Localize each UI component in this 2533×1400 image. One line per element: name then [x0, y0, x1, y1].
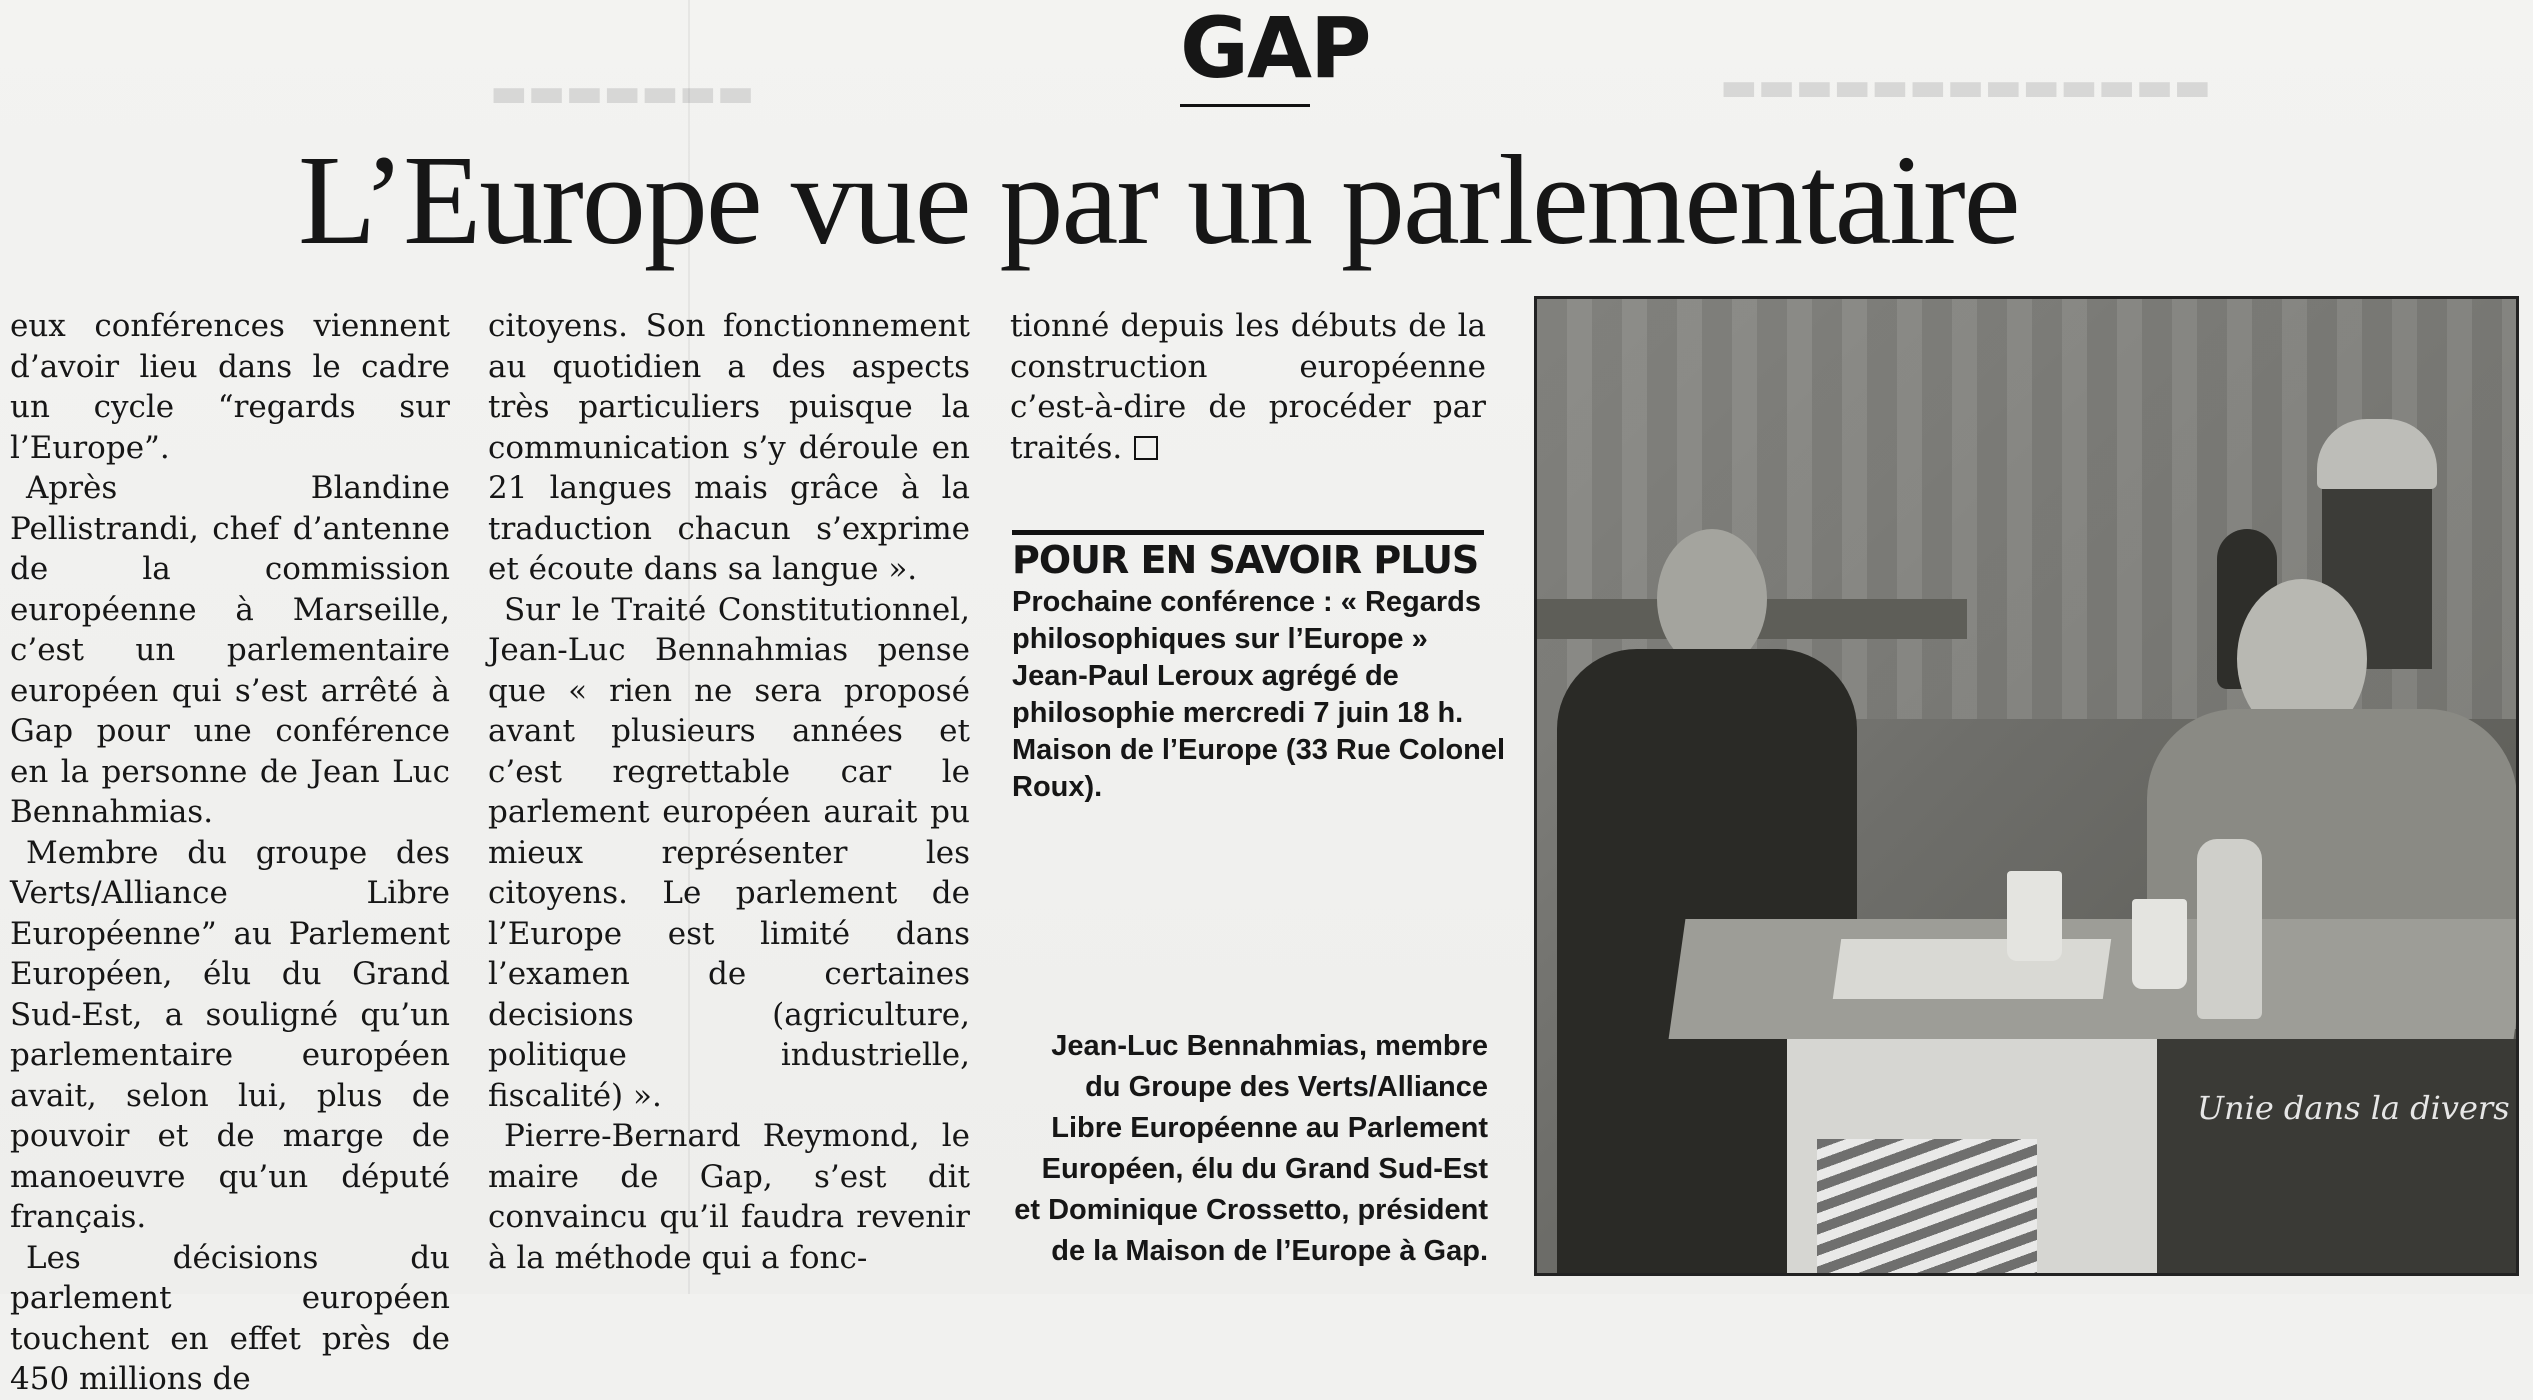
photo-cup — [2132, 899, 2187, 989]
photo-cup — [2007, 871, 2062, 961]
column-2-paragraph: Sur le Traité Constitutionnel, Jean-Luc Bennahmias pense que « rien ne sera proposé avant plusieurs années et c’est regrettable car le parlement européen aurait pu mieux représenter les citoyens. Le parlement de l’Europe est limité dans l’examen de certaines decisions (agriculture, politique industrielle, fiscalité) ». — [488, 591, 970, 1114]
photo-flags — [1817, 1139, 2037, 1276]
info-box-line: Prochaine conférence : « Regards — [1012, 586, 1481, 618]
caption-line: Libre Européenne au Parlement — [1051, 1112, 1488, 1144]
info-box-line: Maison de l’Europe (33 Rue Colonel — [1012, 734, 1506, 766]
photo-eu-banner — [2157, 1039, 2519, 1276]
bleed-through-heading-left: ▬▬▬▬▬▬▬ — [490, 70, 755, 116]
article-column-3 — [1010, 306, 1486, 468]
column-3-paragraph — [1010, 306, 1486, 468]
section-underline — [1180, 104, 1310, 107]
info-box-body — [1012, 584, 1506, 806]
column-2-paragraph: citoyens. Son fonctionnement au quotidien a des aspects très particuliers puisque la communication s’y déroule en 21 langues mais grâce à la traduction chacun s’exprime et écoute dans sa langue ». — [488, 308, 970, 587]
info-box-line: philosophiques sur l’Europe » — [1012, 623, 1428, 655]
article-column-2 — [488, 306, 970, 1278]
info-box-line: Jean-Paul Leroux agrégé de — [1012, 660, 1399, 692]
photo-papers — [1833, 939, 2111, 999]
info-box-heading: POUR EN SAVOIR PLUS — [1012, 538, 1479, 582]
column-1-paragraph: eux conférences viennent d’avoir lieu dans le cadre un cycle “regards sur l’Europe”. — [10, 308, 450, 466]
section-label: GAP — [1180, 0, 1370, 97]
column-2-paragraph: Pierre-Bernard Reymond, le maire de Gap, s’est dit convaincu qu’il faudra revenir à la méthode qui a fonc- — [488, 1118, 970, 1276]
bleed-through-heading-right: ▬▬▬▬▬▬▬▬▬▬▬▬▬ — [1720, 64, 2212, 110]
column-3-text: tionné depuis les débuts de la construction européenne c’est-à-dire de procéder par traités. — [1010, 308, 1486, 466]
column-1-paragraph: Les décisions du parlement européen touchent en effet près de 450 millions de — [10, 1239, 450, 1397]
article-headline: L’Europe vue par un parlementaire — [298, 129, 2019, 271]
info-box-line: Roux). — [1012, 771, 1103, 803]
info-box-rule — [1012, 530, 1484, 535]
caption-line: Européen, élu du Grand Sud-Est — [1041, 1153, 1488, 1185]
photo-caption — [1000, 1026, 1488, 1272]
photo-banner-text: Unie dans la divers — [2197, 1089, 2510, 1127]
info-box-line: philosophie mercredi 7 juin 18 h. — [1012, 697, 1464, 729]
column-1-paragraph: Membre du groupe des Verts/Alliance Libre Européenne” au Parlement Européen, élu du Grand Sud-Est, a souligné qu’un parlementaire européen avait, selon lui, plus de pouvoir et de marge de manoeuvre qu’un député français. — [10, 834, 450, 1235]
photo-person-left-head — [1657, 529, 1767, 669]
caption-line: Jean-Luc Bennahmias, membre — [1051, 1030, 1488, 1062]
photo-bottle — [2197, 839, 2262, 1019]
article-photo — [1534, 296, 2519, 1276]
article-column-1 — [10, 306, 450, 1400]
caption-line: de la Maison de l’Europe à Gap. — [1051, 1235, 1488, 1267]
end-of-article-mark-icon — [1134, 436, 1158, 460]
column-1-paragraph: Après Blandine Pellistrandi, chef d’antenne de la commission européenne à Marseille, c’est un parlementaire européen qui s’est arrêté à Gap pour une conférence en la personne de Jean Luc Bennahmias. — [10, 470, 450, 830]
caption-line: du Groupe des Verts/Alliance — [1085, 1071, 1488, 1103]
caption-line: et Dominique Crossetto, président — [1014, 1194, 1488, 1226]
